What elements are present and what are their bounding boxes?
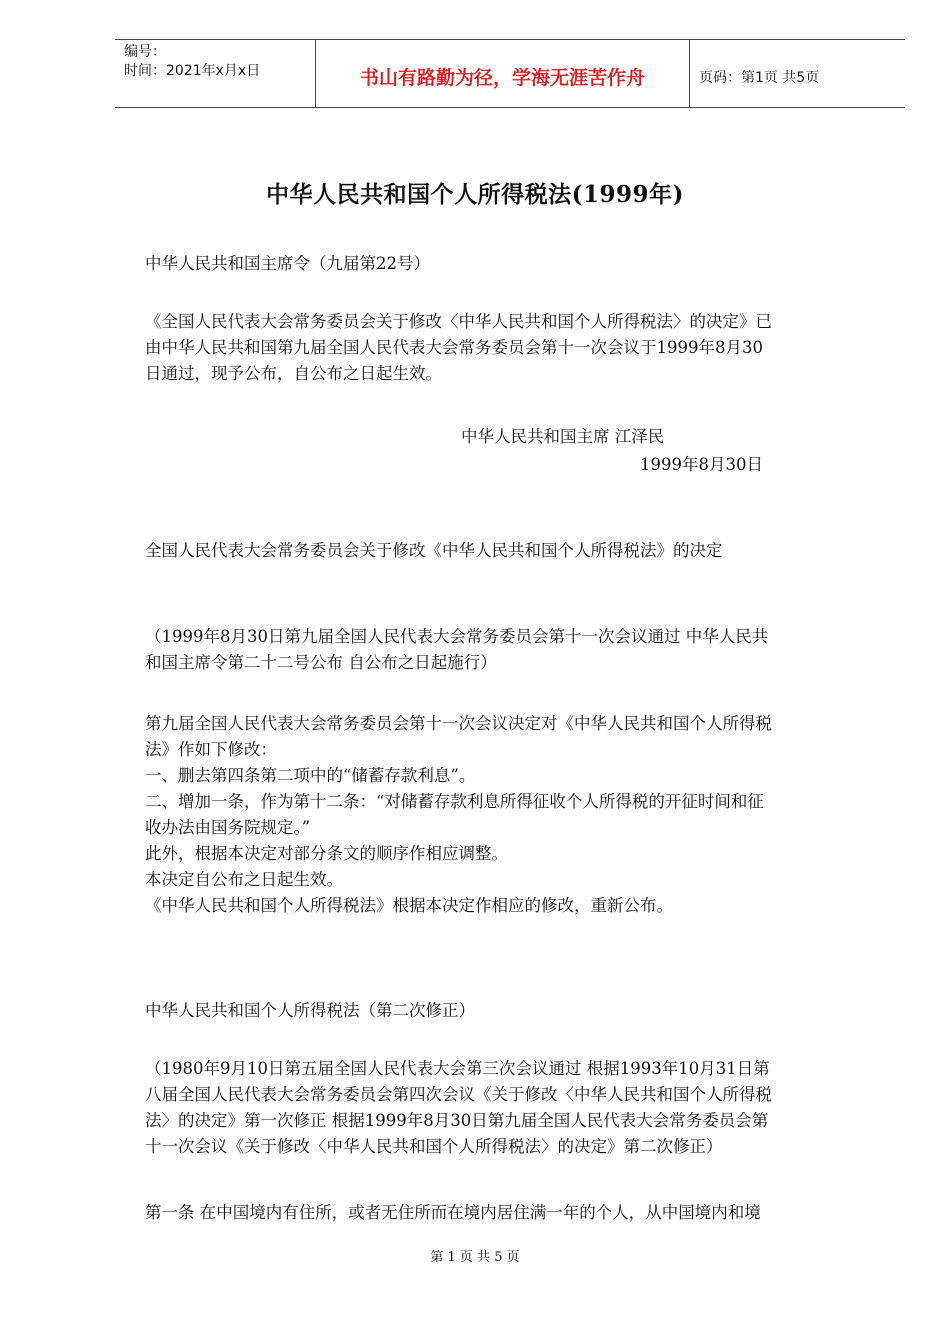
text-line: 和国主席令第二十二号公布 自公布之日起施行）: [145, 653, 497, 672]
document-title: 中华人民共和国个人所得税法(1999年): [266, 181, 684, 208]
signature-date: 1999年8月30日: [640, 455, 763, 474]
header-meta-cell: [115, 40, 316, 107]
signature-line: 中华人民共和国主席 江泽民: [461, 427, 665, 446]
text-line: （1999年8月30日第九届全国人民代表大会常务委员会第十一次会议通过 中华人民共: [145, 627, 769, 646]
text-line: 由中华人民共和国第九届全国人民代表大会常务委员会第十一次会议于1999年8月30: [145, 338, 763, 357]
text-line: 第九届全国人民代表大会常务委员会第十一次会议决定对《中华人民共和国个人所得税: [145, 714, 772, 733]
decision-body: [145, 711, 880, 919]
text-line: 此外，根据本决定对部分条文的顺序作相应调整。: [145, 844, 508, 863]
text-line: （1980年9月10日第五届全国人民代表大会第三次会议通过 根据1993年10月31日第: [145, 1059, 770, 1078]
page-header: [115, 39, 905, 108]
promulgation-paragraph: [145, 309, 880, 387]
decision-note: [145, 624, 880, 676]
text-line: 收办法由国务院规定。”: [145, 818, 311, 837]
text-line: 法〉的决定》第一次修正 根据1999年8月30日第九届全国人民代表大会常务委员会第: [145, 1111, 769, 1130]
page-footer: 第 1 页 共 5 页: [430, 1250, 520, 1265]
article-1: 第一条 在中国境内有住所，或者无住所而在境内居住满一年的个人，从中国境内和境: [145, 1203, 761, 1222]
law-title: 中华人民共和国个人所得税法（第二次修正）: [145, 1001, 475, 1020]
header-page-info: 页码：第1页 共5页: [699, 69, 820, 86]
header-motto: 书山有路勤为径，学海无涯苦作舟: [316, 40, 690, 107]
text-line: 一、删去第四条第二项中的“储蓄存款利息”。: [145, 766, 476, 785]
text-line: 十一次会议《关于修改〈中华人民共和国个人所得税法〉的决定》第二次修正）: [145, 1137, 723, 1156]
decision-title: 全国人民代表大会常务委员会关于修改《中华人民共和国个人所得税法》的决定: [145, 541, 723, 560]
number-label: 编号：: [124, 44, 166, 60]
text-line: 二、增加一条，作为第十二条：“对储蓄存款利息所得征收个人所得税的开征时间和征: [145, 792, 764, 811]
text-line: 本决定自公布之日起生效。: [145, 870, 343, 889]
text-line: 八届全国人民代表大会常务委员会第四次会议《关于修改〈中华人民共和国个人所得税: [145, 1085, 772, 1104]
text-line: 《全国人民代表大会常务委员会关于修改〈中华人民共和国个人所得税法〉的决定》已: [145, 312, 772, 331]
text-line: 《中华人民共和国个人所得税法》根据本决定作相应的修改，重新公布。: [145, 896, 673, 915]
text-line: 法》作如下修改：: [145, 740, 277, 759]
time-label: 时间：2021年x月x日: [124, 63, 261, 79]
order-line: 中华人民共和国主席令（九届第22号）: [145, 254, 430, 273]
law-note: [145, 1056, 880, 1160]
text-line: 日通过，现予公布，自公布之日起生效。: [145, 364, 442, 383]
